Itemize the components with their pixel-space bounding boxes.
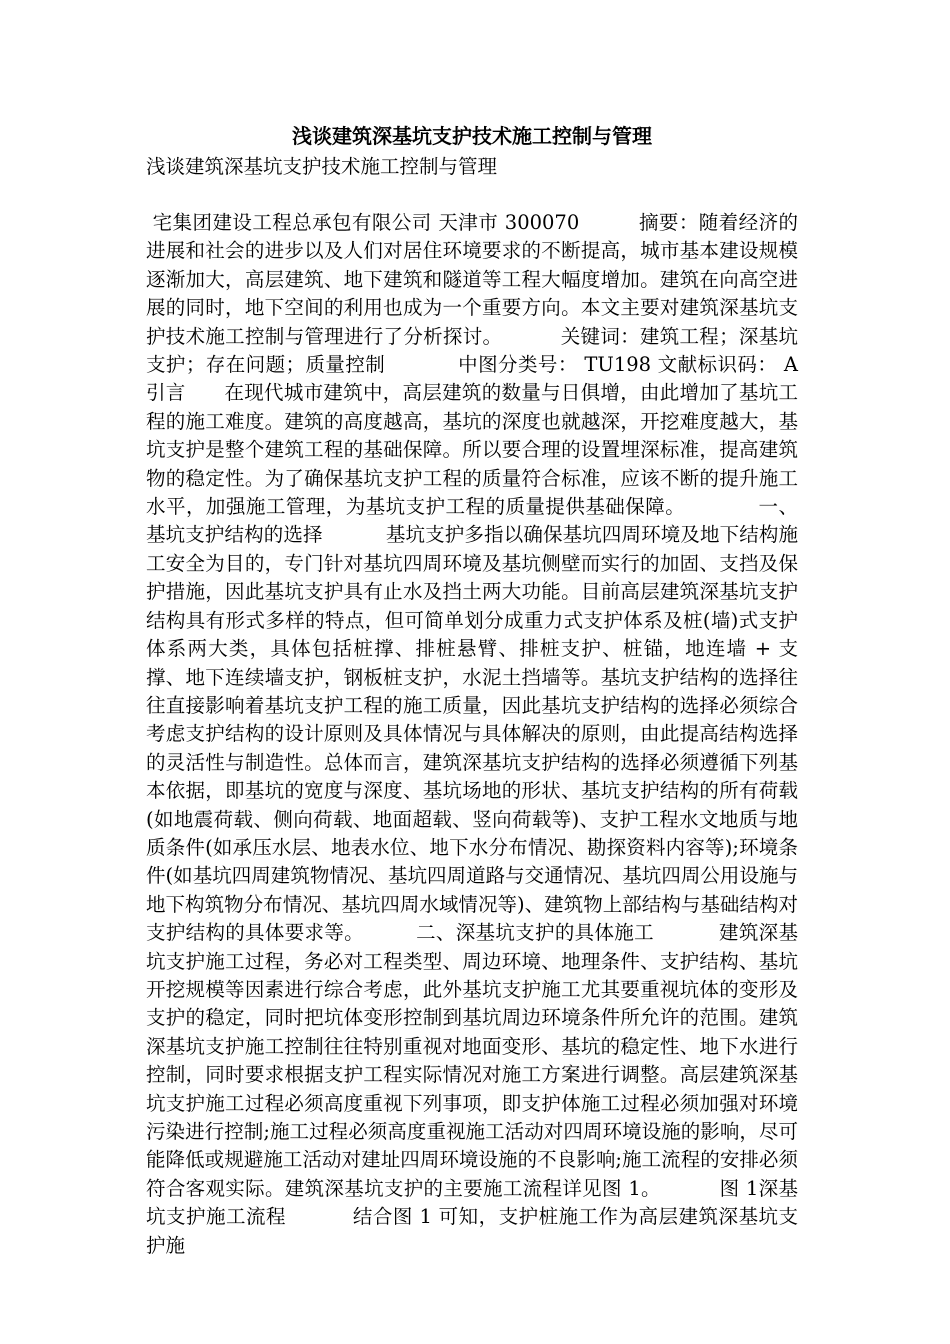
document-body: 宅集团建设工程总承包有限公司 天津市 300070 摘要：随着经济的进展和社会的进步以及人们对居住环境要求的不断提高，城市基本建设规模逐渐加大，高层建筑、地下建筑和隧道等工程大幅度增加。建筑在向高空进展的同时，地下空间的利用也成为一个重要方向。本文主要对建筑深基坑支护技术施工控制与管理进行了分析探讨。 关键词：建筑工程；深基坑支护；存在问题；质量控制 中图分类号： TU198 文献标识码： A 引言 在现代城市建筑中，高层建筑的数量与日俱增，由此增加了基坑工程的施工难度。建筑的高度越高，基坑的深度也就越深，开挖难度越大，基坑支护是整个建筑工程的基础保障。所以要合理的设置埋深标准，提高建筑物的稳定性。为了确保基坑支护工程的质量符合标准，应该不断的提升施工水平，加强施工管理，为基坑支护工程的质量提供基础保障。 一、基坑支护结构的选择 基坑支护多指以确保基坑四周环境及地下结构施工安全为目的，专门针对基坑四周环境及基坑侧壁而实行的加固、支挡及保护措施，因此基坑支护具有止水及挡土两大功能。目前高层建筑深基坑支护结构具有形式多样的特点，但可简单划分成重力式支护体系及桩(墙)式支护体系两大类，具体包括桩撑、排桩悬臂、排桩支护、桩锚，地连墙 + 支撑、地下连续墙支护，钢板桩支护，水泥土挡墙等。基坑支护结构的选择往往直接影响着基坑支护工程的施工质量，因此基坑支护结构的选择必须综合考虑支护结构的设计原则及具体情况与具体解决的原则，由此提高结构选择的灵活性与制造性。总体而言，建筑深基坑支护结构的选择必须遵循下列基本依据，即基坑的宽度与深度、基坑场地的形状、基坑支护结构的所有荷载(如地震荷载、侧向荷载、地面超载、竖向荷载等)、支护工程水文地质与地质条件(如承压水层、地表水位、地下水分布情况、勘探资料内容等);环境条件(如基坑四周建筑物情况、基坑四周道路与交通情况、基坑四周公用设施与地下构筑物分布情况、基坑四周水域情况等)、建筑物上部结构与基础结构对支护结构的具体要求等。 二、深基坑支护的具体施工 建筑深基坑支护施工过程，务必对工程类型、周边环境、地理条件、支护结构、基坑开挖规模等因素进行综合考虑，此外基坑支护施工尤其要重视坑体的变形及支护的稳定，同时把坑体变形控制到基坑周边环境条件所允许的范围。建筑深基坑支护施工控制往往特别重视对地面变形、基坑的稳定性、地下水进行控制，同时要求根据支护工程实际情况对施工方案进行调整。高层建筑深基坑支护施工过程必须高度重视下列事项，即支护体施工过程必须加强对环境污染进行控制;施工过程必须高度重视施工活动对四周环境设施的影响，尽可能降低或规避施工活动对建址四周环境设施的不良影响;施工流程的安排必须符合客观实际。建筑深基坑支护的主要施工流程详见图 1。 图 1深基坑支护施工流程 结合图 1 可知，支护桩施工作为高层建筑深基坑支护施: [146, 211, 860, 1257]
document-page: [146, 118, 860, 1318]
document-subtitle: 浅谈建筑深基坑支护技术施工控制与管理: [146, 155, 498, 178]
blank-line: [146, 181, 798, 209]
document-title: 浅谈建筑深基坑支护技术施工控制与管理: [292, 124, 652, 148]
